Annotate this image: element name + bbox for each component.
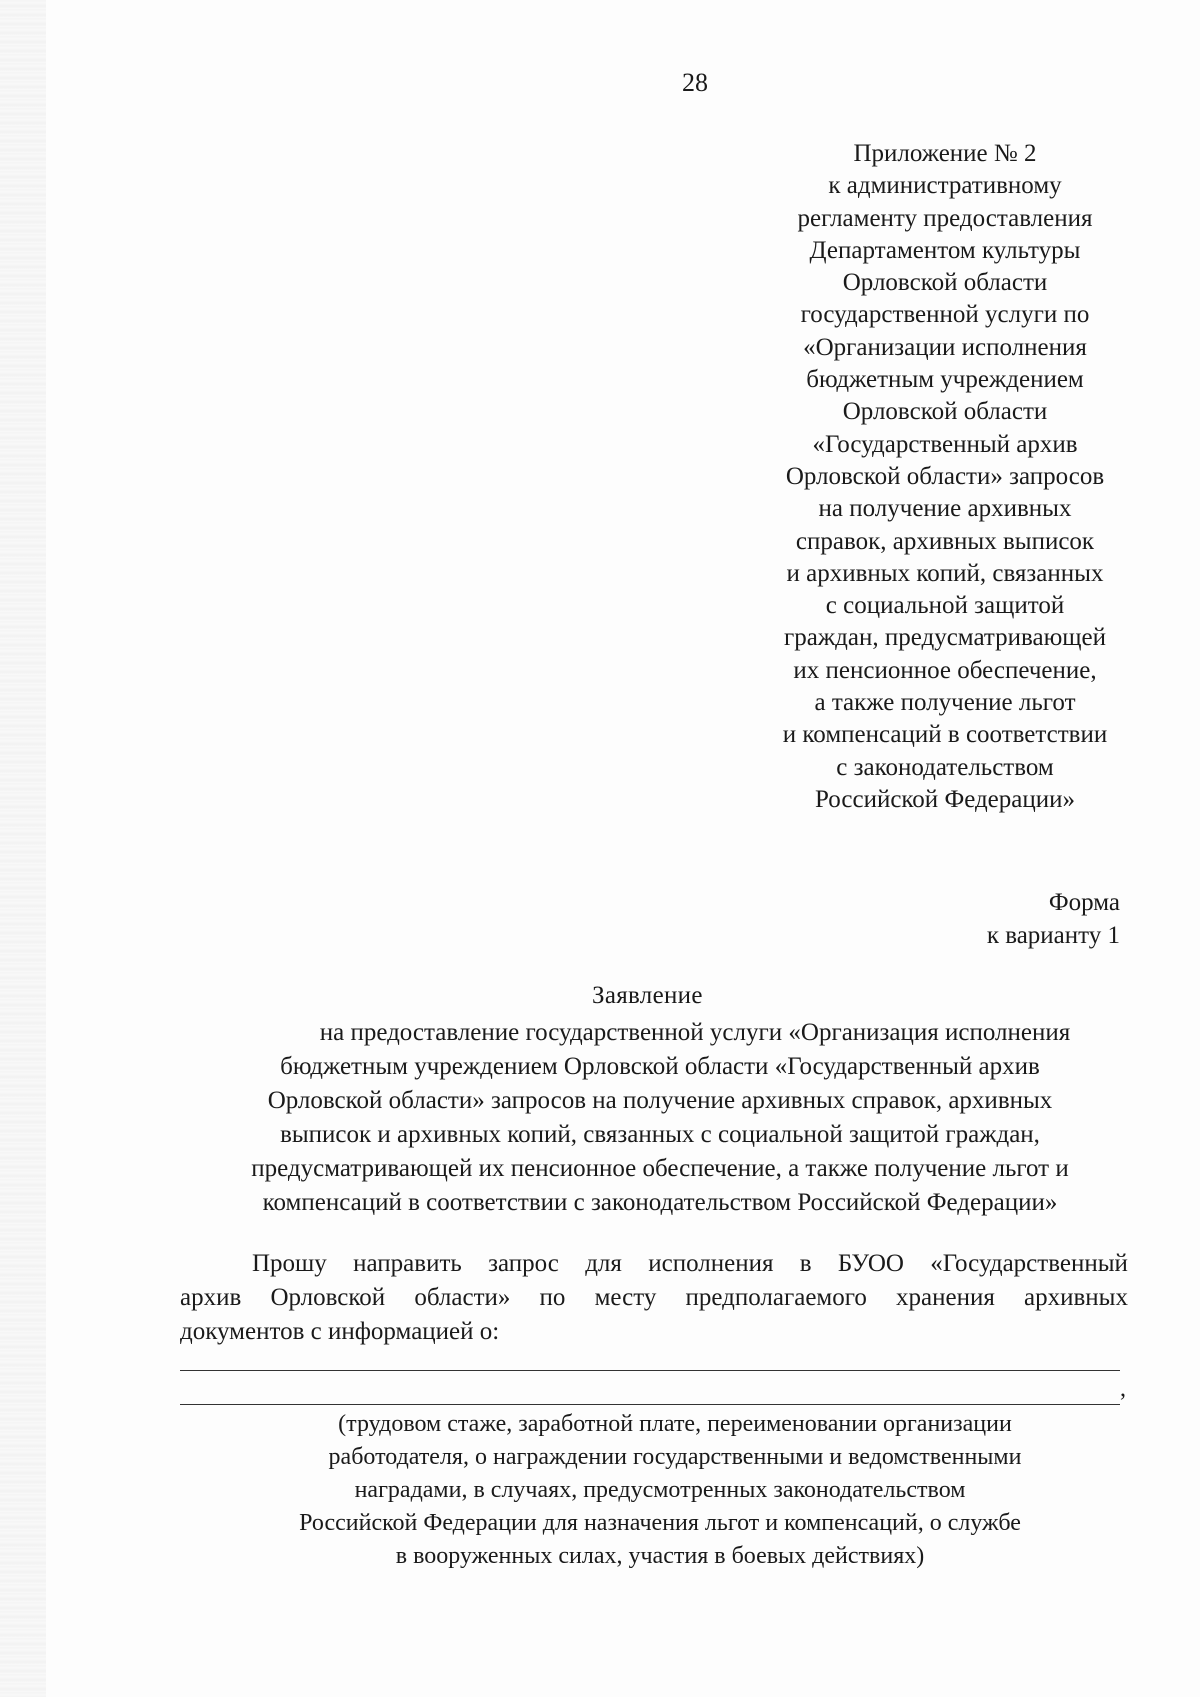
annex-line: государственной услуги по (800, 301, 1090, 329)
annex-line: «Организации исполнения (803, 333, 1087, 361)
annex-line: регламенту предоставления (797, 204, 1093, 232)
application-subject (180, 1016, 1140, 1220)
annex-line: и компенсаций в соответствии (782, 721, 1108, 749)
annex-line: их пенсионное обеспечение, (793, 656, 1097, 684)
form-label (987, 886, 1120, 952)
annex-line: с законодательством (836, 753, 1054, 781)
request-word: направить (353, 1250, 462, 1277)
application-title: Заявление (592, 982, 703, 1009)
request-word: хранения (896, 1284, 995, 1311)
request-word: Орловской (270, 1284, 386, 1311)
request-word: по (539, 1284, 566, 1311)
hint-line: Российской Федерации для назначения льгот и компенсаций, о службе (299, 1510, 1021, 1536)
hint-line: работодателя, о награждении государственными и ведомственными (328, 1444, 1022, 1470)
annex-line: Приложение № 2 (853, 140, 1037, 167)
request-word: запрос (488, 1250, 559, 1277)
request-word: месту (594, 1284, 657, 1311)
annex-line: граждан, предусматривающей (784, 624, 1106, 652)
request-word: Прошу (252, 1250, 327, 1277)
annex-line: и архивных копий, связанных (786, 559, 1104, 587)
request-word: исполнения (648, 1250, 774, 1277)
annex-line: на получение архивных (818, 495, 1072, 523)
annex-line: бюджетным учреждением (806, 366, 1084, 394)
form-label-variant: к варианту 1 (986, 922, 1120, 949)
annex-line: Орловской области» запросов (785, 462, 1105, 490)
scan-edge-shadow (0, 0, 46, 1697)
request-word: для (585, 1250, 622, 1277)
application-line: на предоставление государственной услуги «Организация исполнения (319, 1019, 1071, 1046)
fill-in-hint (180, 1408, 1140, 1573)
annex-line: Орловской области (842, 269, 1048, 297)
application-line: бюджетным учреждением Орловской области «Государственный архив (280, 1053, 1040, 1080)
fill-in-comma: , (1120, 1376, 1126, 1402)
request-word: области» (414, 1284, 511, 1311)
request-line (180, 1247, 1128, 1281)
application-line: предусматривающей их пенсионное обеспечение, а также получение льгот и (251, 1155, 1069, 1182)
request-paragraph (180, 1247, 1128, 1349)
annex-line: с социальной защитой (825, 592, 1065, 620)
hint-line: наградами, в случаях, предусмотренных законодательством (354, 1477, 966, 1503)
hint-line: в вооруженных силах, участия в боевых действиях) (395, 1543, 925, 1569)
request-word: предполагаемого (685, 1284, 867, 1311)
hint-line: (трудовом стаже, заработной плате, переименовании организации (338, 1411, 1012, 1437)
request-line (180, 1281, 1128, 1315)
annex-line: справок, архивных выписок (795, 527, 1095, 555)
annex-line: «Государственный архив (812, 430, 1078, 458)
request-word: в (799, 1250, 812, 1277)
page-number: 28 (682, 68, 708, 97)
request-word: «Государственный (930, 1250, 1128, 1277)
request-word: архив (180, 1284, 242, 1311)
request-word: архивных (1024, 1284, 1128, 1311)
annex-line: к административному (828, 172, 1062, 200)
annex-line: Российской Федерации» (814, 785, 1076, 813)
fill-in-line-1[interactable] (180, 1370, 1120, 1371)
application-line: выписок и архивных копий, связанных с социальной защитой граждан, (280, 1121, 1040, 1148)
fill-in-line-2[interactable] (180, 1404, 1120, 1405)
annex-header (760, 138, 1130, 816)
form-label-line: Форма (1048, 889, 1120, 916)
application-line: компенсаций в соответствии с законодательством Российской Федерации» (262, 1189, 1058, 1216)
annex-line: Департаментом культуры (809, 236, 1081, 264)
application-line: Орловской области» запросов на получение архивных справок, архивных (267, 1087, 1053, 1114)
annex-line: Орловской области (842, 398, 1048, 426)
request-word: БУОО (837, 1250, 904, 1277)
annex-line: а также получение льгот (814, 689, 1076, 717)
request-line: документов с информацией о: (180, 1318, 500, 1345)
